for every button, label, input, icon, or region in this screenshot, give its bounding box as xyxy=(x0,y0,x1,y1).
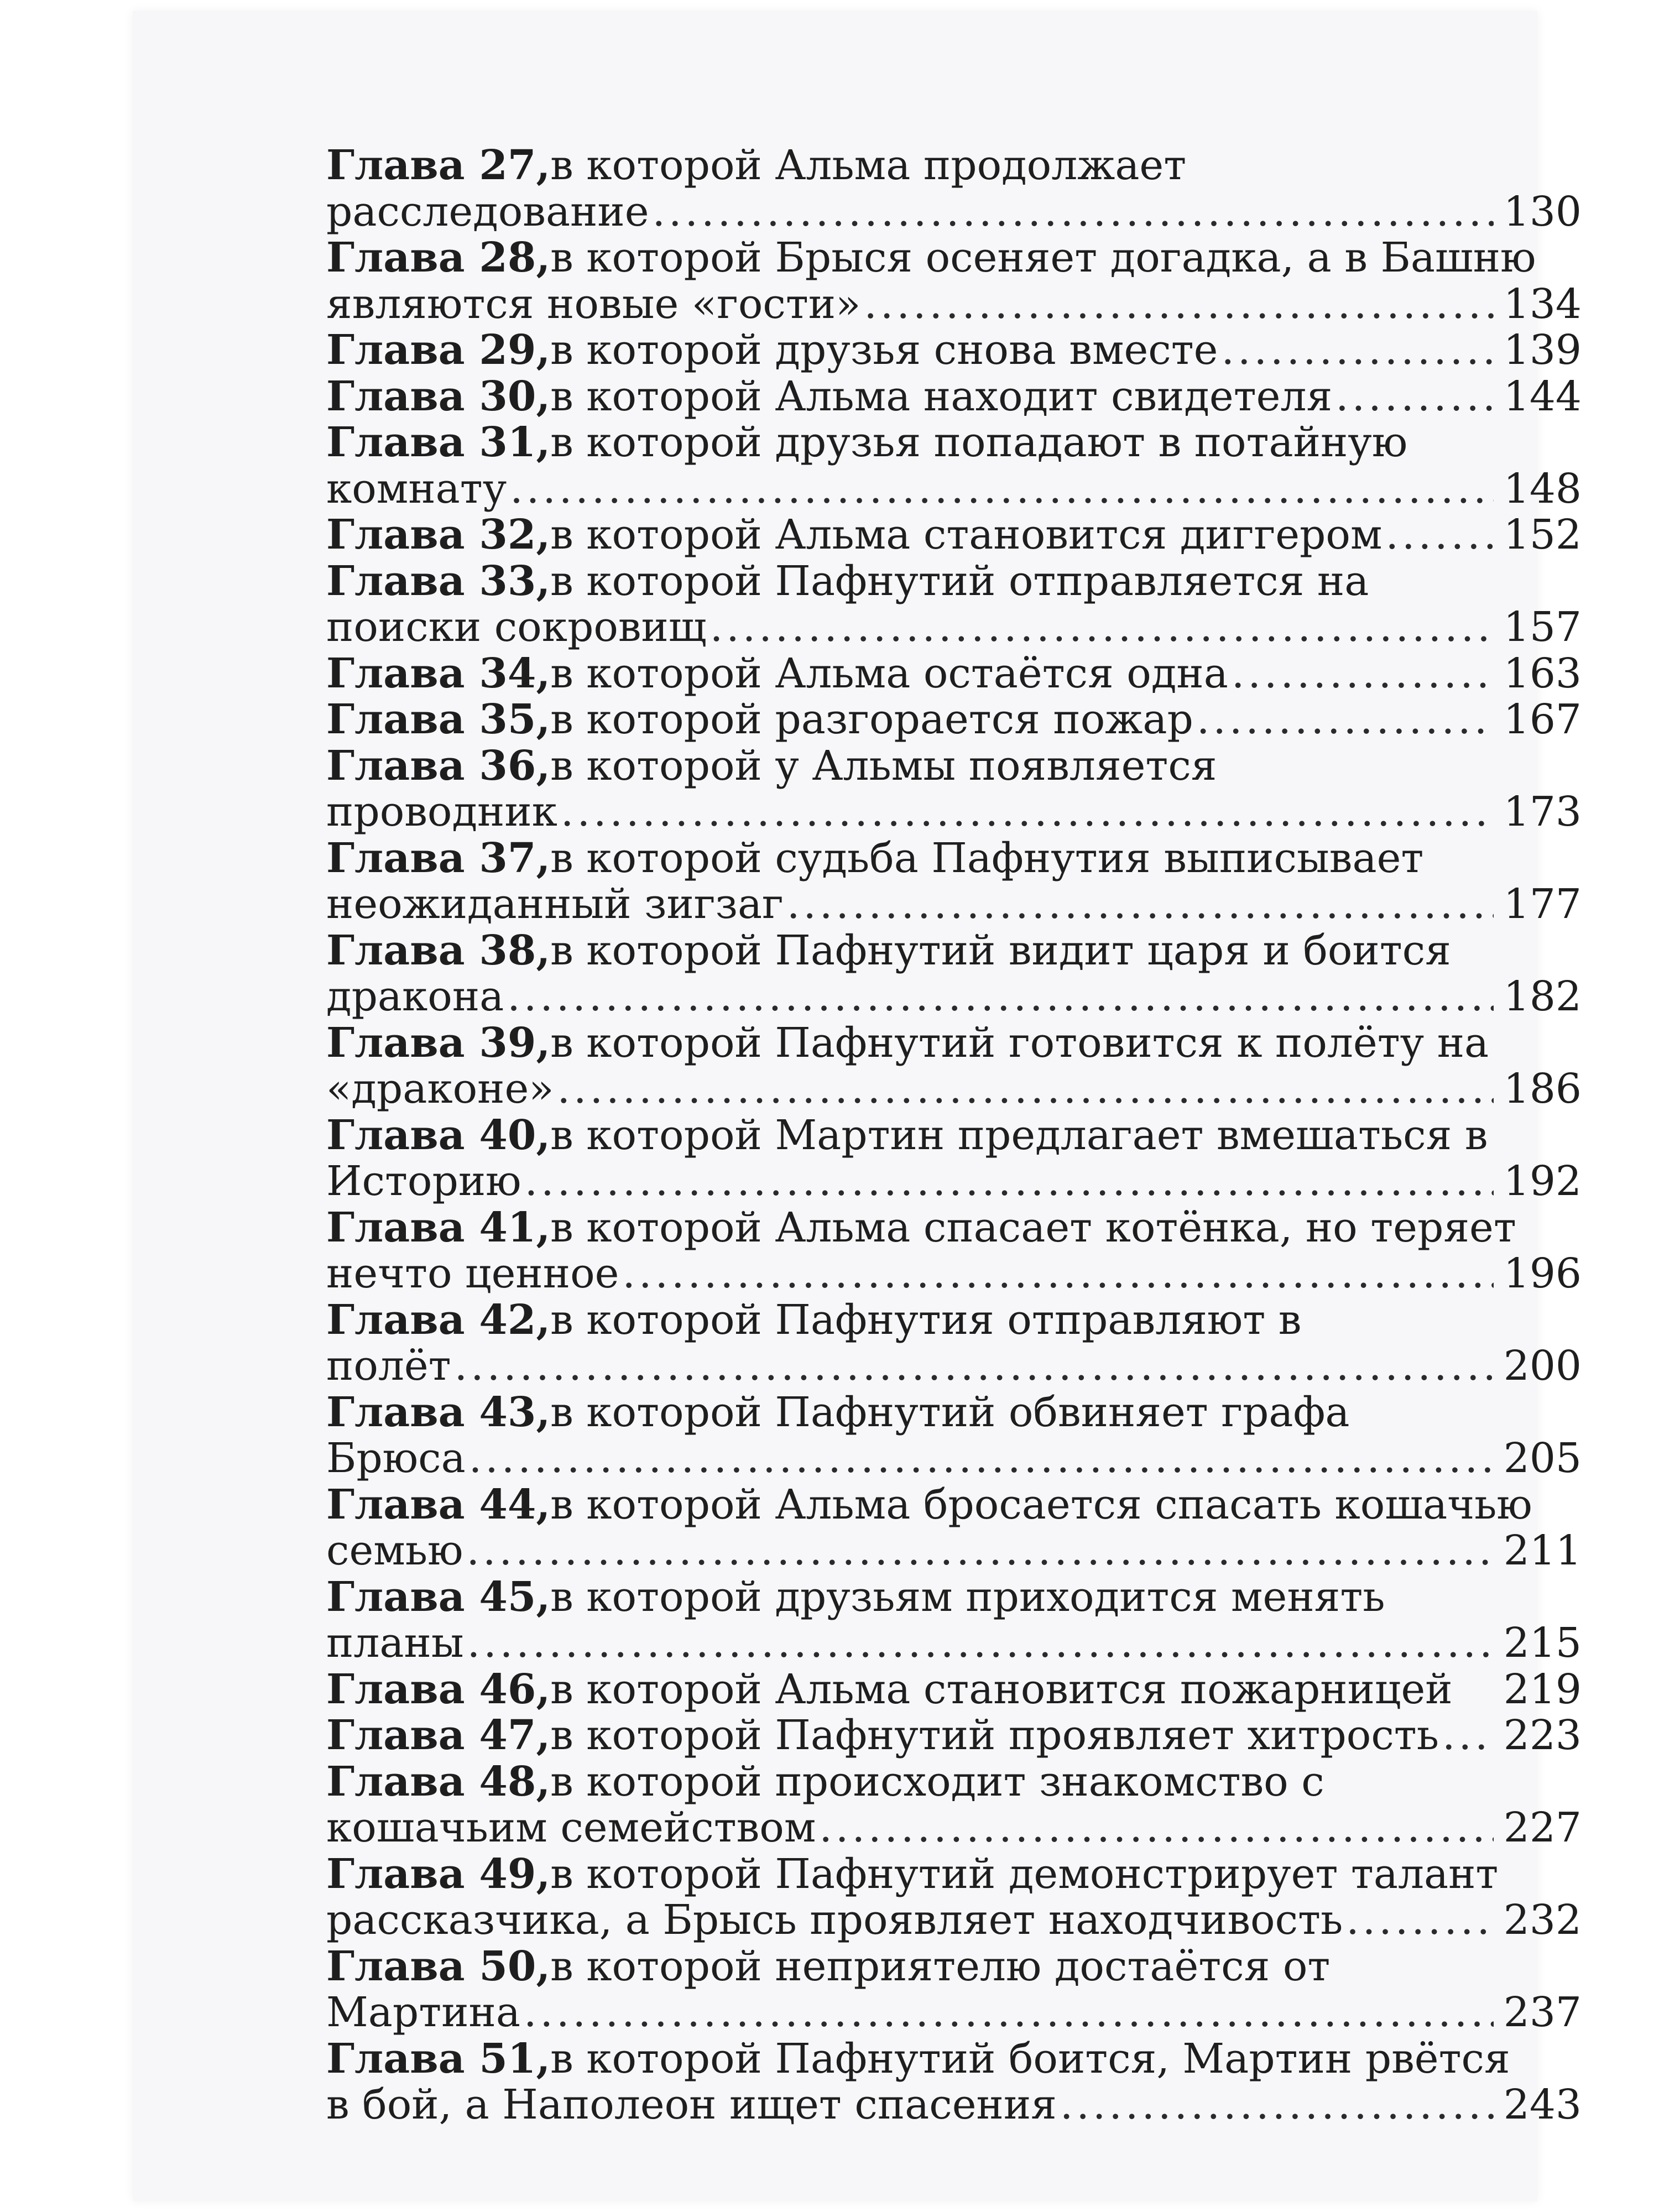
toc-entry xyxy=(326,235,1582,327)
toc-entry-line xyxy=(326,466,1582,513)
dot-leader xyxy=(524,1990,1494,2036)
page-number: 186 xyxy=(1503,1065,1582,1113)
chapter-title: в которой Альма продолжает xyxy=(550,142,1187,189)
toc-entry-line xyxy=(326,1851,1582,1898)
chapter-title: в которой Альма спасает котёнка, но теряет xyxy=(550,1203,1516,1251)
chapter-number: Глава 40, xyxy=(326,1111,551,1159)
dot-leader xyxy=(710,604,1494,651)
toc-entry-line xyxy=(326,512,1582,559)
chapter-number: Глава 37, xyxy=(326,834,551,882)
page-number: 192 xyxy=(1503,1157,1582,1205)
toc-entry xyxy=(326,1851,1582,1944)
dot-leader xyxy=(1346,1897,1493,1944)
toc-entry-line xyxy=(326,420,1582,466)
chapter-title: в которой Альма становится пожарницей xyxy=(550,1665,1453,1713)
chapter-title-continued: семью xyxy=(326,1527,463,1574)
chapter-title-continued: планы xyxy=(326,1619,464,1667)
book-page xyxy=(133,11,1582,2201)
toc-entry-line xyxy=(326,1574,1582,1621)
toc-entry xyxy=(326,1020,1582,1113)
toc-entry xyxy=(326,512,1582,559)
dot-leader xyxy=(467,1620,1494,1667)
dot-leader xyxy=(507,974,1493,1020)
dot-leader xyxy=(1197,697,1494,743)
toc-entry-line xyxy=(326,1620,1582,1667)
toc-entry-line xyxy=(326,1205,1582,1251)
page-number: 134 xyxy=(1503,280,1582,328)
dot-leader xyxy=(525,1159,1494,1205)
toc-entry-line xyxy=(326,1805,1582,1851)
dot-leader xyxy=(557,1066,1494,1113)
page-number: 167 xyxy=(1503,696,1582,743)
page-number: 237 xyxy=(1503,1989,1582,2036)
chapter-title: в которой происходит знакомство с xyxy=(550,1757,1324,1806)
chapter-number: Глава 50, xyxy=(326,1942,551,1990)
chapter-number: Глава 51, xyxy=(326,2034,551,2083)
page-number: 243 xyxy=(1503,2081,1582,2128)
chapter-title-continued: «драконе» xyxy=(326,1065,554,1113)
chapter-number: Глава 47, xyxy=(326,1712,551,1759)
toc-entry-line xyxy=(326,1436,1582,1482)
toc-entry-line xyxy=(326,374,1582,420)
chapter-title: в которой у Альмы появляется xyxy=(550,742,1217,790)
toc-entry xyxy=(326,374,1582,420)
chapter-title: в которой судьба Пафнутия выписывает xyxy=(550,834,1424,882)
chapter-title-continued: проводник xyxy=(326,788,557,836)
chapter-title-continued: комнату xyxy=(326,465,507,513)
chapter-number: Глава 29, xyxy=(326,326,551,374)
toc-entry-line xyxy=(326,1944,1582,1990)
toc-entry-line xyxy=(326,1297,1582,1344)
dot-leader xyxy=(1221,327,1493,374)
toc-entry xyxy=(326,1667,1582,1713)
toc-entry-line xyxy=(326,1020,1582,1067)
chapter-number: Глава 43, xyxy=(326,1388,551,1436)
toc-entry-line xyxy=(326,281,1582,328)
chapter-title: в которой Пафнутий видит царя и боится xyxy=(550,926,1451,974)
page-number: 215 xyxy=(1503,1619,1582,1667)
chapter-number: Глава 48, xyxy=(326,1757,551,1806)
page-number: 196 xyxy=(1503,1250,1582,1297)
toc-entry xyxy=(326,1297,1582,1390)
toc-entry-line xyxy=(326,836,1582,882)
table-of-contents xyxy=(326,143,1582,2128)
toc-entry xyxy=(326,420,1582,512)
toc-entry-line xyxy=(326,1713,1582,1759)
toc-entry xyxy=(326,559,1582,651)
chapter-title-continued: нечто ценное xyxy=(326,1250,619,1297)
chapter-title-continued: являются новые «гости» xyxy=(326,280,861,328)
chapter-title-continued: Мартина xyxy=(326,1989,520,2036)
page-number: 148 xyxy=(1503,465,1582,513)
dot-leader xyxy=(1386,512,1494,559)
page-number: 177 xyxy=(1503,880,1582,928)
chapter-number: Глава 35, xyxy=(326,696,551,743)
chapter-title: в которой друзьям приходится менять xyxy=(550,1573,1385,1621)
chapter-number: Глава 36, xyxy=(326,742,551,790)
chapter-number: Глава 34, xyxy=(326,649,551,697)
dot-leader xyxy=(467,1528,1494,1574)
toc-entry-line xyxy=(326,928,1582,974)
toc-entry xyxy=(326,1113,1582,1205)
page-number: 182 xyxy=(1503,973,1582,1020)
chapter-title: в которой Брыся осеняет догадка, а в Башню xyxy=(550,234,1536,281)
chapter-number: Глава 38, xyxy=(326,926,551,974)
toc-entry-line xyxy=(326,697,1582,743)
chapter-title: в которой Альма остаётся одна xyxy=(550,649,1228,697)
chapter-title: в которой Пафнутия отправляют в xyxy=(550,1296,1302,1344)
toc-entry-line xyxy=(326,604,1582,651)
chapter-title: в которой Пафнутий готовится к полёту на xyxy=(550,1019,1489,1067)
toc-entry xyxy=(326,697,1582,743)
dot-leader xyxy=(469,1436,1494,1482)
chapter-title: в которой Мартин предлагает вмешаться в xyxy=(550,1111,1488,1159)
toc-entry-line xyxy=(326,1897,1582,1944)
toc-entry-line xyxy=(326,651,1582,697)
toc-entry xyxy=(326,836,1582,928)
chapter-number: Глава 44, xyxy=(326,1480,551,1528)
dot-leader xyxy=(622,1251,1493,1297)
chapter-number: Глава 32, xyxy=(326,511,551,559)
toc-entry-line xyxy=(326,1113,1582,1159)
dot-leader xyxy=(1232,651,1494,697)
toc-entry-line xyxy=(326,2082,1582,2128)
toc-entry-line xyxy=(326,189,1582,236)
chapter-number: Глава 42, xyxy=(326,1296,551,1344)
toc-entry-line xyxy=(326,974,1582,1020)
page-number: 219 xyxy=(1503,1665,1582,1713)
toc-entry-line xyxy=(326,789,1582,836)
toc-entry-line xyxy=(326,1343,1582,1390)
chapter-title: в которой Пафнутий отправляется на xyxy=(550,557,1369,605)
chapter-title: в которой разгорается пожар xyxy=(550,696,1193,743)
toc-entry xyxy=(326,1205,1582,1297)
dot-leader xyxy=(653,189,1494,236)
toc-entry-line xyxy=(326,327,1582,374)
chapter-title: в которой Пафнутий демонстрирует талант xyxy=(550,1850,1499,1898)
page-number: 200 xyxy=(1503,1342,1582,1390)
toc-entry xyxy=(326,1713,1582,1759)
chapter-title-continued: поиски сокровищ xyxy=(326,603,707,651)
toc-entry-line xyxy=(326,2036,1582,2083)
page-number: 130 xyxy=(1503,187,1582,236)
chapter-number: Глава 41, xyxy=(326,1203,551,1251)
chapter-title-continued: расследование xyxy=(326,187,649,236)
chapter-title: в которой друзья попадают в потайную xyxy=(550,419,1408,466)
chapter-number: Глава 46, xyxy=(326,1665,551,1713)
dot-leader xyxy=(1060,2082,1494,2128)
dot-leader xyxy=(455,1343,1494,1390)
chapter-title-continued: Историю xyxy=(326,1157,521,1205)
page-number: 223 xyxy=(1503,1712,1582,1759)
chapter-number: Глава 30, xyxy=(326,372,551,420)
chapter-title: в которой Альма становится диггером xyxy=(550,511,1383,559)
toc-entry-line xyxy=(326,1482,1582,1528)
toc-entry-line xyxy=(326,1159,1582,1205)
toc-entry-line xyxy=(326,235,1582,281)
page-number: 227 xyxy=(1503,1804,1582,1851)
chapter-title-continued: неожиданный зигзаг xyxy=(326,880,784,928)
page-number: 152 xyxy=(1503,511,1582,559)
toc-entry-line xyxy=(326,881,1582,928)
chapter-title-continued: рассказчика, а Брысь проявляет находчивость xyxy=(326,1896,1343,1944)
chapter-number: Глава 31, xyxy=(326,419,551,466)
toc-entry-line xyxy=(326,1667,1582,1713)
toc-entry-line xyxy=(326,143,1582,189)
chapter-title-continued: в бой, а Наполеон ищет спасения xyxy=(326,2081,1057,2128)
dot-leader xyxy=(510,466,1493,513)
toc-entry xyxy=(326,327,1582,374)
chapter-number: Глава 39, xyxy=(326,1019,551,1067)
page-number: 232 xyxy=(1503,1896,1582,1944)
chapter-title: в которой друзья снова вместе xyxy=(550,326,1218,374)
dot-leader xyxy=(787,881,1494,928)
page-number: 173 xyxy=(1503,788,1582,836)
chapter-number: Глава 49, xyxy=(326,1850,551,1898)
chapter-title: в которой Пафнутий обвиняет графа xyxy=(550,1388,1350,1436)
chapter-number: Глава 33, xyxy=(326,557,551,605)
page-number: 211 xyxy=(1503,1527,1582,1574)
toc-entry-line xyxy=(326,1759,1582,1806)
toc-entry-line xyxy=(326,1390,1582,1436)
toc-entry-line xyxy=(326,1066,1582,1113)
page-number: 157 xyxy=(1503,603,1582,651)
dot-leader xyxy=(1442,1713,1494,1759)
page-number: 139 xyxy=(1503,326,1582,374)
toc-entry-line xyxy=(326,1990,1582,2036)
toc-entry xyxy=(326,1759,1582,1851)
chapter-title: в которой Альма находит свидетеля xyxy=(550,372,1333,420)
toc-entry xyxy=(326,1390,1582,1482)
page-number: 163 xyxy=(1503,649,1582,697)
toc-entry-line xyxy=(326,1251,1582,1297)
toc-entry xyxy=(326,651,1582,697)
toc-entry-line xyxy=(326,1528,1582,1574)
chapter-title-continued: полёт xyxy=(326,1342,451,1390)
chapter-title: в которой неприятелю достаётся от xyxy=(550,1942,1331,1990)
dot-leader xyxy=(864,281,1493,328)
dot-leader xyxy=(1335,374,1494,420)
chapter-title-continued: Брюса xyxy=(326,1434,466,1482)
toc-entry xyxy=(326,1574,1582,1667)
chapter-number: Глава 27, xyxy=(326,142,551,189)
dot-leader xyxy=(819,1805,1493,1851)
chapter-title: в которой Пафнутий проявляет хитрость xyxy=(550,1712,1439,1759)
toc-entry xyxy=(326,1944,1582,2036)
toc-entry xyxy=(326,743,1582,836)
chapter-title-continued: кошачьим семейством xyxy=(326,1804,816,1851)
chapter-title: в которой Альма бросается спасать кошачью xyxy=(550,1480,1532,1528)
dot-leader xyxy=(561,789,1494,836)
chapter-title-continued: дракона xyxy=(326,973,504,1020)
page-number: 144 xyxy=(1503,372,1582,420)
chapter-title: в которой Пафнутий боится, Мартин рвётся xyxy=(550,2034,1510,2083)
chapter-number: Глава 28, xyxy=(326,234,551,281)
toc-entry xyxy=(326,143,1582,235)
toc-entry xyxy=(326,928,1582,1020)
page-number: 205 xyxy=(1503,1434,1582,1482)
toc-entry-line xyxy=(326,743,1582,790)
chapter-number: Глава 45, xyxy=(326,1573,551,1621)
toc-entry-line xyxy=(326,559,1582,605)
toc-entry xyxy=(326,2036,1582,2128)
toc-entry xyxy=(326,1482,1582,1574)
